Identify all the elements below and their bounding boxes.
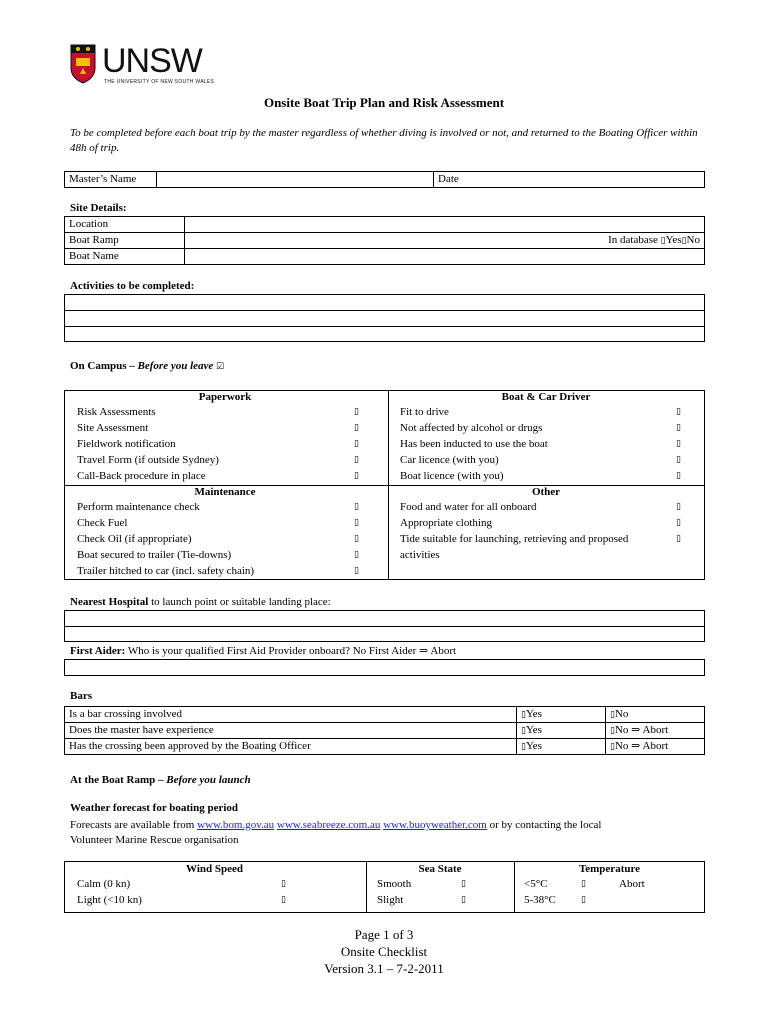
sea-item: Smooth (377, 878, 412, 890)
wind-speed-heading: Wind Speed (186, 863, 243, 875)
location-label: Location (65, 217, 185, 233)
wind-item: Light (<10 kn) (77, 894, 142, 906)
checkbox-icon[interactable]: ▯ (521, 710, 526, 720)
maintenance-item: Perform maintenance check (77, 501, 200, 513)
seabreeze-link[interactable]: www.seabreeze.com.au (276, 819, 381, 831)
yes-label: Yes (665, 234, 682, 246)
paperwork-heading: Paperwork (198, 391, 252, 403)
first-aider-heading: First Aider: Who is your qualified First Aid Provider onboard? No First Aider ⇒ Abort (70, 645, 457, 657)
page-number: Page 1 of 3 (354, 927, 414, 942)
first-aider-field[interactable] (64, 659, 705, 676)
checkbox-icon[interactable]: ▯ (581, 879, 586, 889)
intro-text: To be completed before each boat trip by the master regardless of whether diving is involved or not, and returned to the Boating Officer within 48h of trip. (70, 127, 698, 154)
other-item: Food and water for all onboard (400, 501, 537, 513)
activities-field[interactable] (64, 294, 705, 342)
checkbox-icon[interactable]: ▯ (354, 534, 359, 544)
temperature-item: <5°C (524, 878, 548, 890)
checkbox-icon[interactable]: ▯ (676, 407, 681, 417)
logo-wordmark: UNSW (102, 42, 202, 80)
date-field[interactable] (434, 172, 705, 188)
bars-question: Does the master have experience (65, 723, 517, 739)
bars-question: Is a bar crossing involved (65, 707, 517, 723)
paperwork-item: Fieldwork notification (77, 438, 176, 450)
boat-car-heading: Boat & Car Driver (501, 391, 591, 403)
checkbox-icon[interactable]: ▯ (676, 502, 681, 512)
paperwork-item: Call-Back procedure in place (77, 470, 206, 482)
other-item: Appropriate clothing (400, 517, 492, 529)
paperwork-item: Travel Form (if outside Sydney) (77, 454, 219, 466)
yes-label: Yes (525, 708, 542, 720)
document-name: Onsite Checklist (340, 944, 428, 959)
abort-label: Abort (619, 878, 645, 890)
boat-ramp-label: Boat Ramp (65, 233, 185, 249)
bom-link[interactable]: www.bom.gov.au (197, 819, 275, 831)
masters-name-label: Master’s Name (65, 172, 157, 188)
bars-row (65, 723, 705, 739)
boat-car-item: Fit to drive (400, 406, 449, 418)
weather-text: Forecasts are available from www.bom.gov.au www.seabreeze.com.au www.buoyweather.com or by contacting the local Volunteer Marine Rescue organisation (70, 819, 602, 846)
wind-item: Calm (0 kn) (77, 878, 131, 890)
bars-heading: Bars (70, 690, 92, 702)
checkbox-icon[interactable]: ▯ (676, 455, 681, 465)
master-date-table (64, 171, 705, 188)
masters-name-field[interactable] (157, 172, 434, 188)
on-campus-heading: On Campus – Before you leave ☑ (70, 360, 225, 372)
bars-yes-cell[interactable] (517, 707, 606, 723)
activities-heading: Activities to be completed: (70, 280, 195, 292)
date-label: Date (438, 173, 459, 185)
checkbox-icon[interactable]: ▯ (660, 236, 666, 246)
site-details-heading: Site Details: (70, 202, 127, 214)
checkbox-icon[interactable]: ▯ (610, 710, 615, 720)
boat-car-item: Has been inducted to use the boat (400, 438, 548, 450)
logo-subtitle: THE UNIVERSITY OF NEW SOUTH WALES (104, 79, 215, 85)
bars-table (64, 706, 705, 755)
boat-car-item: Car licence (with you) (400, 454, 499, 466)
bars-yes-cell[interactable] (517, 723, 606, 739)
checkbox-icon[interactable]: ▯ (521, 742, 526, 752)
other-item: Tide suitable for launching, retrieving and proposed (400, 533, 629, 545)
maintenance-item: Boat secured to trailer (Tie-downs) (77, 549, 232, 561)
paperwork-item: Site Assessment (77, 422, 149, 434)
checkbox-icon[interactable]: ▯ (676, 439, 681, 449)
boat-name-field[interactable] (185, 249, 705, 265)
other-heading: Other (531, 486, 561, 498)
buoyweather-link[interactable]: www.buoyweather.com (383, 819, 487, 831)
checkbox-icon[interactable]: ▯ (581, 895, 586, 905)
unsw-logo (70, 44, 220, 88)
maintenance-heading: Maintenance (194, 486, 256, 498)
no-label: No (614, 708, 629, 720)
checkbox-icon[interactable]: ▯ (461, 895, 466, 905)
checkbox-icon[interactable]: ▯ (676, 471, 681, 481)
bars-row (65, 707, 705, 723)
at-ramp-heading: At the Boat Ramp – Before you launch (70, 774, 251, 786)
checkbox-icon[interactable]: ▯ (354, 566, 359, 576)
checkbox-icon[interactable]: ▯ (354, 518, 359, 528)
checkbox-icon[interactable]: ▯ (681, 236, 687, 246)
sea-state-heading: Sea State (418, 863, 462, 875)
checkbox-icon[interactable]: ▯ (354, 455, 359, 465)
version-label: Version 3.1 – 7-2-2011 (324, 961, 444, 976)
boat-name-label: Boat Name (65, 249, 185, 265)
checkbox-icon[interactable]: ▯ (610, 726, 615, 736)
bars-question: Has the crossing been approved by the Boating Officer (65, 739, 517, 755)
paperwork-item: Risk Assessments (77, 406, 156, 418)
checkbox-icon[interactable]: ▯ (281, 895, 286, 905)
other-item: activities (400, 549, 440, 561)
checkbox-icon[interactable]: ▯ (461, 879, 466, 889)
no-label: No ⇒ Abort (614, 724, 669, 736)
checkbox-icon[interactable]: ▯ (676, 518, 681, 528)
nearest-hospital-field[interactable] (64, 610, 705, 642)
nearest-hospital-heading: Nearest Hospital to launch point or suitable landing place: (70, 596, 331, 608)
bars-no-cell[interactable] (606, 723, 705, 739)
location-field[interactable] (185, 217, 705, 233)
checkbox-icon[interactable]: ▯ (354, 407, 359, 417)
site-details-table (64, 216, 705, 265)
page-title: Onsite Boat Trip Plan and Risk Assessment (263, 95, 505, 110)
yes-label: Yes (525, 740, 542, 752)
temperature-item: 5-38°C (524, 894, 556, 906)
in-database-label: In database (608, 234, 658, 246)
checkbox-icon[interactable]: ▯ (354, 423, 359, 433)
bars-no-cell[interactable] (606, 739, 705, 755)
checkbox-icon[interactable]: ▯ (354, 550, 359, 560)
boat-ramp-field[interactable] (185, 233, 705, 249)
boat-car-item: Boat licence (with you) (400, 470, 504, 482)
bars-yes-cell[interactable] (517, 739, 606, 755)
page-footer (0, 926, 768, 977)
weather-heading: Weather forecast for boating period (70, 802, 239, 814)
checkbox-icon[interactable]: ▯ (676, 423, 681, 433)
temperature-heading: Temperature (578, 863, 641, 875)
checkbox-icon[interactable]: ▯ (610, 742, 615, 752)
checkbox-icon[interactable]: ▯ (521, 726, 526, 736)
checkbox-icon[interactable]: ▯ (354, 439, 359, 449)
boat-car-item: Not affected by alcohol or drugs (400, 422, 543, 434)
sea-item: Slight (377, 894, 404, 906)
unsw-crest-icon (70, 44, 96, 84)
no-label: No (686, 234, 700, 246)
bars-row (65, 739, 705, 755)
no-label: No ⇒ Abort (614, 740, 669, 752)
checkbox-icon[interactable]: ▯ (281, 879, 286, 889)
yes-label: Yes (525, 724, 542, 736)
checkbox-icon[interactable]: ▯ (354, 471, 359, 481)
bars-no-cell[interactable] (606, 707, 705, 723)
maintenance-item: Check Fuel (77, 517, 128, 529)
maintenance-item: Check Oil (if appropriate) (77, 533, 192, 545)
maintenance-item: Trailer hitched to car (incl. safety chain) (77, 565, 255, 577)
checkbox-icon[interactable]: ▯ (676, 534, 681, 544)
checkbox-icon[interactable]: ▯ (354, 502, 359, 512)
checkmark-icon: ☑ (216, 362, 225, 372)
